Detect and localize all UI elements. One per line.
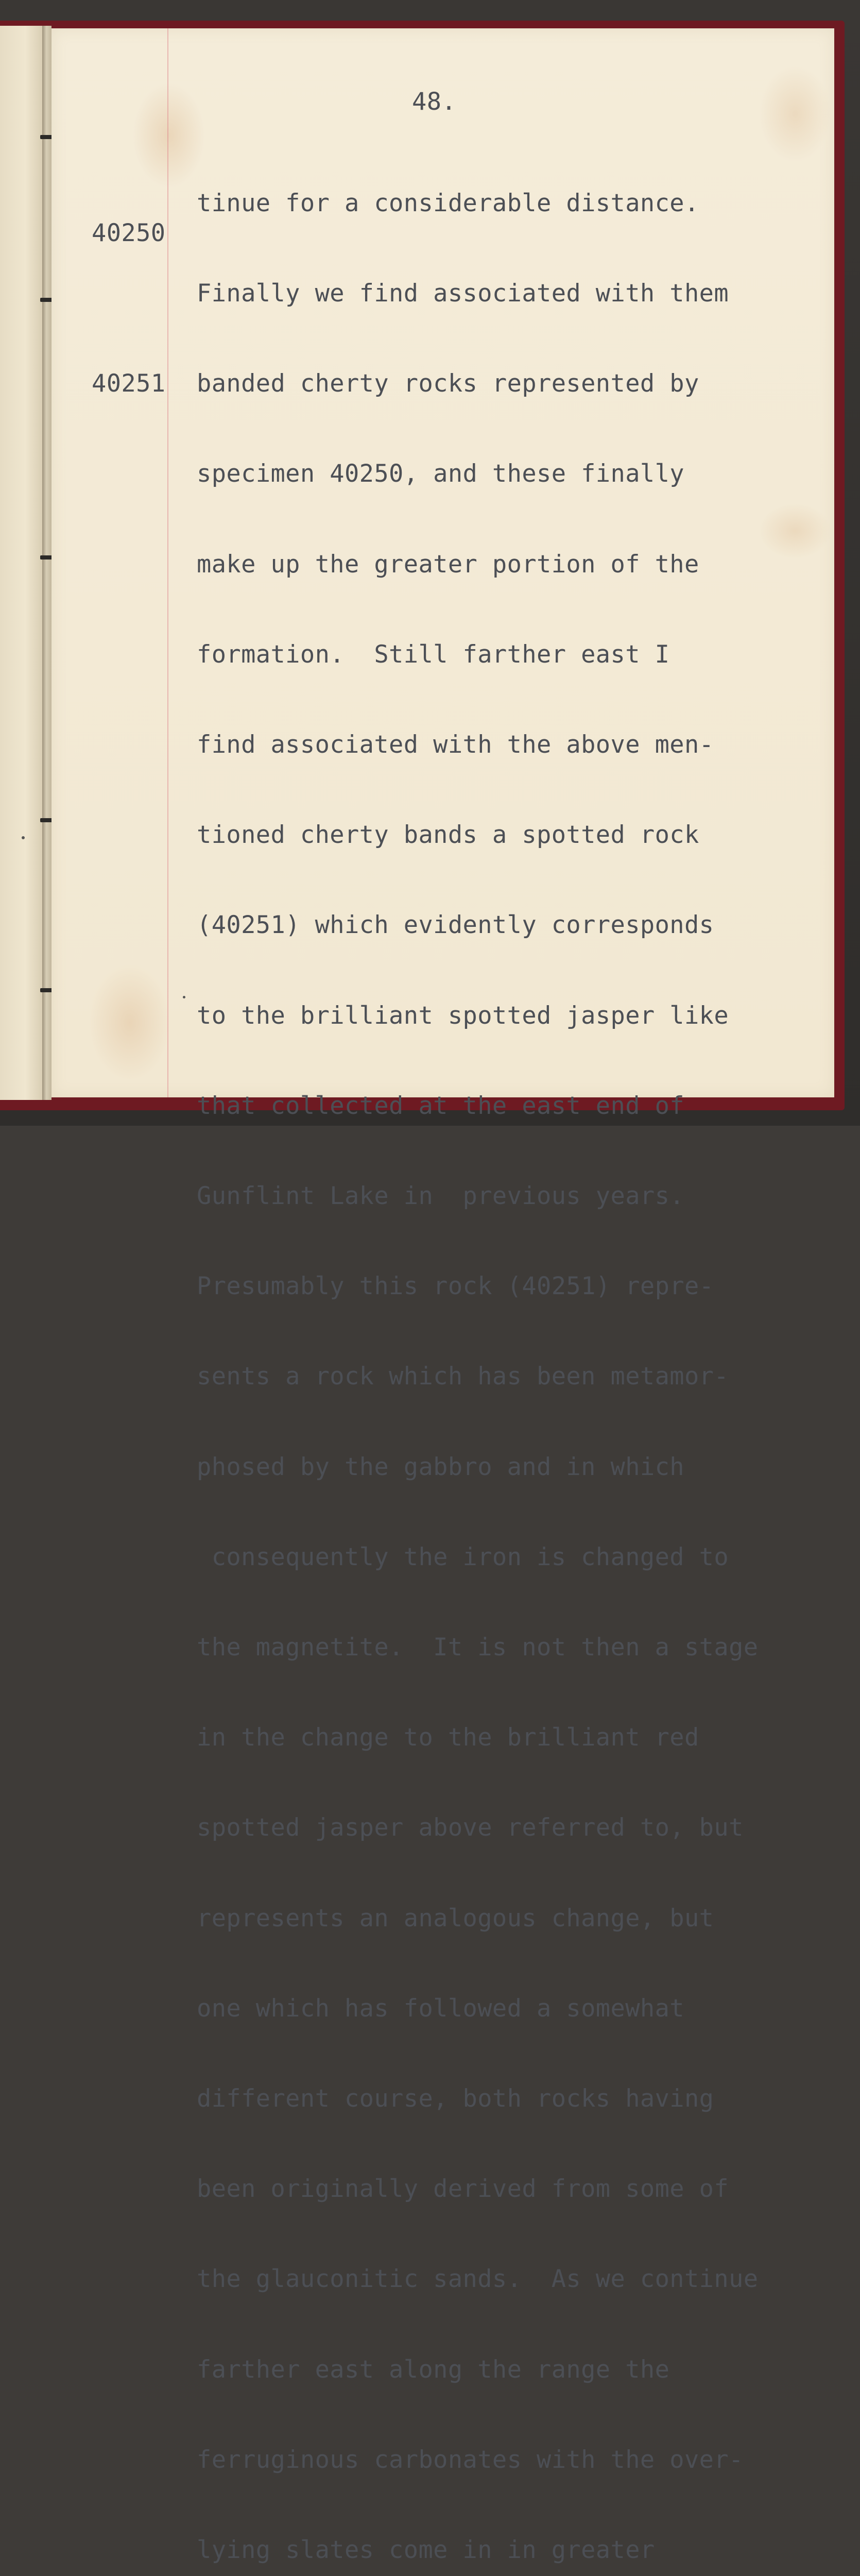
text-line: tioned cherty bands a spotted rock [197, 821, 699, 850]
text-line: Finally we find associated with them [197, 279, 729, 308]
text-line: tinue for a considerable distance. [197, 189, 699, 217]
text-line: phosed by the gabbro and in which [197, 1452, 684, 1481]
text-line: find associated with the above men- [197, 731, 714, 759]
text-line: banded cherty rocks represented by [197, 369, 699, 398]
text-line: consequently the iron is changed to [197, 1543, 729, 1571]
text-line: different course, both rocks having [197, 2084, 714, 2113]
margin-specimen-note: 40251 [92, 369, 166, 398]
text-line: represents an analogous change, but [197, 1904, 714, 1933]
text-line: one which has followed a somewhat [197, 1994, 684, 2023]
text-line: make up the greater portion of the [197, 550, 699, 579]
text-line: sents a rock which has been metamor- [197, 1362, 729, 1391]
margin-specimen-note: 40250 [92, 219, 166, 247]
text-line: that collected at the east end of [197, 1091, 684, 1120]
text-line: lying slates come in in greater [197, 2536, 655, 2565]
text-line: specimen 40250, and these finally [197, 460, 684, 488]
left-page-edge [0, 26, 43, 1100]
ink-fleck [22, 836, 25, 839]
text-line: formation. Still farther east I [197, 640, 670, 669]
text-line: the glauconitic sands. As we continue [197, 2265, 759, 2294]
text-line: in the change to the brilliant red [197, 1723, 699, 1752]
text-line: been originally derived from some of [197, 2175, 729, 2204]
text-line: farther east along the range the [197, 2355, 670, 2384]
margin-rule [167, 28, 168, 1097]
text-line: (40251) which evidently corresponds [197, 911, 714, 940]
typed-text-body [197, 128, 773, 2576]
text-line: Gunflint Lake in previous years. [197, 1182, 684, 1211]
notebook-page [51, 28, 834, 2565]
spiral-binding [42, 26, 51, 1100]
text-line: ferruginous carbonates with the over- [197, 2445, 744, 2474]
ink-fleck [183, 996, 185, 998]
text-line: spotted jasper above referred to, but [197, 1814, 744, 1842]
text-line: to the brilliant spotted jasper like [197, 1001, 729, 1030]
page-number: 48. [412, 88, 457, 116]
text-line: the magnetite. It is not then a stage [197, 1633, 759, 1662]
text-line: Presumably this rock (40251) repre- [197, 1272, 714, 1301]
